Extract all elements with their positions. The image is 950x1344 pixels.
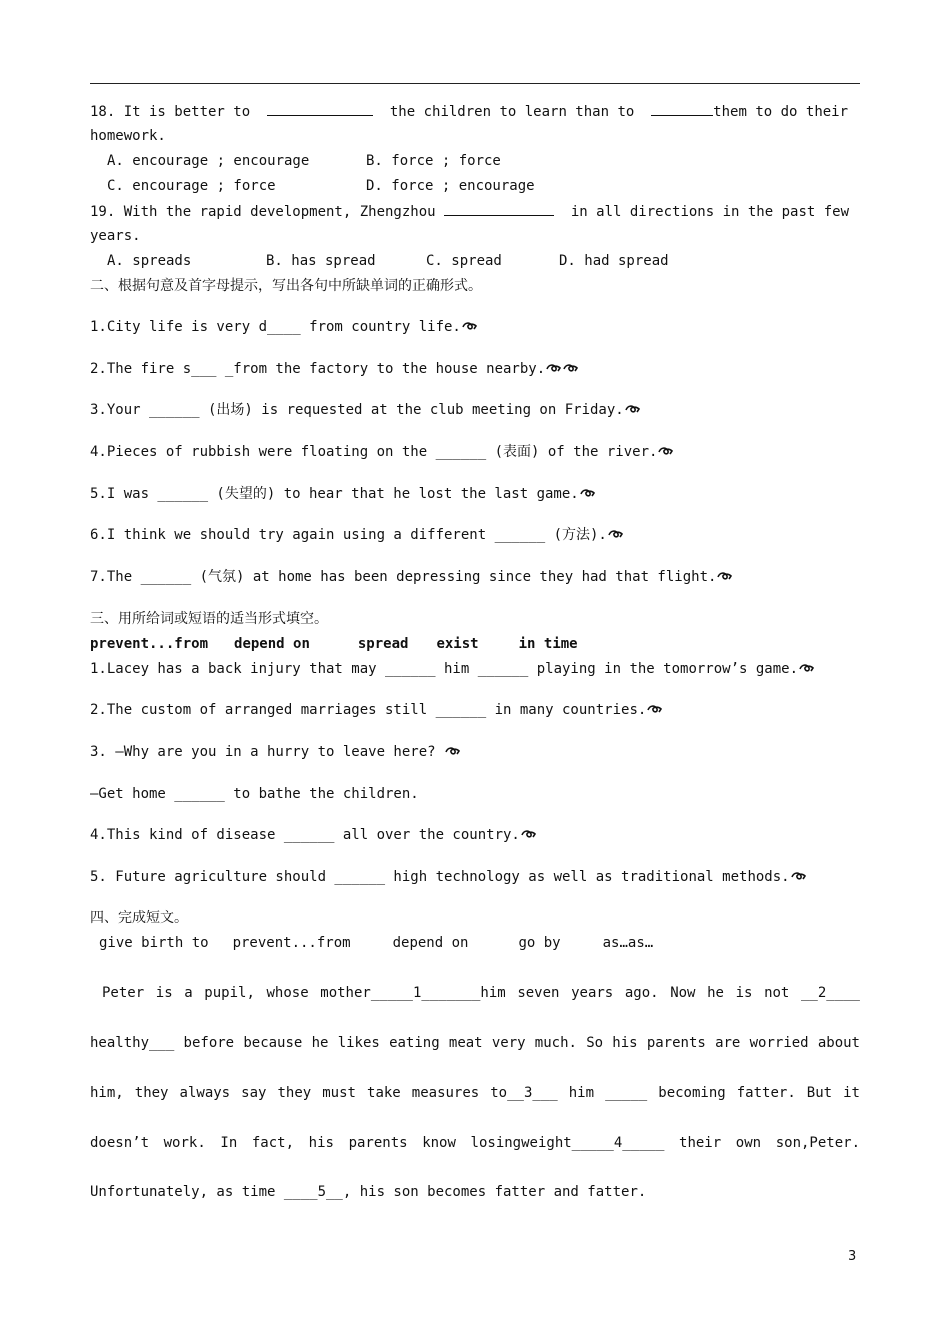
q19-option-d[interactable]: D. had spread bbox=[559, 253, 669, 269]
word-bank-item: go by bbox=[518, 935, 561, 951]
section2-item-1[interactable]: 1.City life is very d____ from country life. bbox=[90, 318, 860, 336]
word-bank-item: depend on bbox=[392, 935, 469, 951]
swirl-mark-icon bbox=[461, 320, 478, 332]
swirl-mark-icon bbox=[657, 445, 674, 457]
q19-option-c[interactable]: C. spread bbox=[426, 253, 502, 269]
section4-word-bank bbox=[99, 934, 869, 952]
q18-blank-2[interactable] bbox=[651, 102, 713, 116]
q18-option-d[interactable]: D. force ; encourage bbox=[366, 178, 535, 194]
swirl-mark-icon bbox=[798, 662, 815, 674]
section3-word-bank bbox=[90, 635, 860, 653]
q18-option-b[interactable]: B. force ; force bbox=[366, 153, 501, 169]
word-bank-item: prevent...from bbox=[232, 935, 351, 951]
passage-line-4[interactable]: doesn’t work. In fact, his parents know losingweight_____4_____ their own son,Peter. bbox=[90, 1135, 860, 1151]
swirl-mark-icon bbox=[545, 362, 562, 374]
q19-blank[interactable] bbox=[444, 202, 554, 216]
word-bank-item: as…as… bbox=[602, 935, 654, 951]
section3-item-2[interactable]: 2.The custom of arranged marriages still ______ in many countries. bbox=[90, 701, 860, 719]
section3-item-1[interactable]: 1.Lacey has a back injury that may ______ him ______ playing in the tomorrow’s game. bbox=[90, 660, 860, 678]
q18-stem: 18. It is better to the children to learn than to them to do their bbox=[90, 104, 849, 120]
swirl-mark-icon bbox=[444, 745, 461, 757]
swirl-mark-icon bbox=[562, 362, 579, 374]
swirl-mark-icon bbox=[716, 570, 733, 582]
swirl-mark-icon bbox=[790, 870, 807, 882]
q18-stem-continued: homework. bbox=[90, 128, 166, 144]
word-bank-item: exist bbox=[436, 636, 479, 652]
section3-item-4[interactable]: 4.This kind of disease ______ all over the country. bbox=[90, 826, 860, 844]
section2-item-2[interactable]: 2.The fire s___ _from the factory to the house nearby. bbox=[90, 360, 860, 378]
page-number: 3 bbox=[848, 1249, 857, 1264]
section2-item-7[interactable]: 7.The ______ (气氛) at home has been depressing since they had that flight. bbox=[90, 568, 860, 586]
word-bank-item: give birth to bbox=[99, 935, 209, 951]
section2-item-3[interactable]: 3.Your ______ (出场) is requested at the club meeting on Friday. bbox=[90, 401, 860, 419]
passage-line-2[interactable]: healthy___ before because he likes eating meat very much. So his parents are worried about bbox=[90, 1035, 860, 1051]
passage-line-3[interactable]: him, they always say they must take measures to__3___ him _____ becoming fatter. But it bbox=[90, 1085, 860, 1101]
section4-heading: 四、完成短文。 bbox=[90, 910, 188, 926]
q18-option-a[interactable]: A. encourage ; encourage bbox=[107, 153, 310, 169]
swirl-mark-icon bbox=[624, 403, 641, 415]
q18-option-c[interactable]: C. encourage ; force bbox=[107, 178, 276, 194]
word-bank-item: prevent...from bbox=[90, 636, 209, 652]
header-rule bbox=[90, 83, 860, 84]
word-bank-item: depend on bbox=[234, 636, 310, 652]
swirl-mark-icon bbox=[646, 703, 663, 715]
q19-option-b[interactable]: B. has spread bbox=[266, 253, 376, 269]
swirl-mark-icon bbox=[520, 828, 537, 840]
passage-line-1[interactable]: Peter is a pupil, whose mother_____1_______him seven years ago. Now he is not __2____ bbox=[102, 985, 860, 1001]
section2-item-6[interactable]: 6.I think we should try again using a different ______ (方法). bbox=[90, 526, 860, 544]
q19-option-a[interactable]: A. spreads bbox=[107, 253, 192, 269]
section3-item-3-question[interactable]: 3. —Why are you in a hurry to leave here? bbox=[90, 743, 860, 761]
q19-stem-continued: years. bbox=[90, 228, 141, 244]
section2-item-4[interactable]: 4.Pieces of rubbish were floating on the ______ (表面) of the river. bbox=[90, 443, 860, 461]
section2-item-5[interactable]: 5.I was ______ (失望的) to hear that he lost the last game. bbox=[90, 485, 860, 503]
section3-heading: 三、用所给词或短语的适当形式填空。 bbox=[90, 611, 328, 627]
section3-item-5[interactable]: 5. Future agriculture should ______ high technology as well as traditional methods. bbox=[90, 868, 860, 886]
word-bank-item: in time bbox=[518, 636, 578, 652]
q19-stem: 19. With the rapid development, Zhengzhou in all directions in the past few bbox=[90, 204, 850, 220]
section2-heading: 二、根据句意及首字母提示，写出各句中所缺单词的正确形式。 bbox=[90, 278, 482, 294]
passage-line-5[interactable]: Unfortunately, as time ____5__, his son becomes fatter and fatter. bbox=[90, 1184, 647, 1200]
swirl-mark-icon bbox=[607, 528, 624, 540]
swirl-mark-icon bbox=[579, 487, 596, 499]
word-bank-item: spread bbox=[357, 636, 409, 652]
q18-blank-1[interactable] bbox=[267, 102, 373, 116]
section3-item-3-answer[interactable]: —Get home ______ to bathe the children. bbox=[90, 786, 419, 802]
